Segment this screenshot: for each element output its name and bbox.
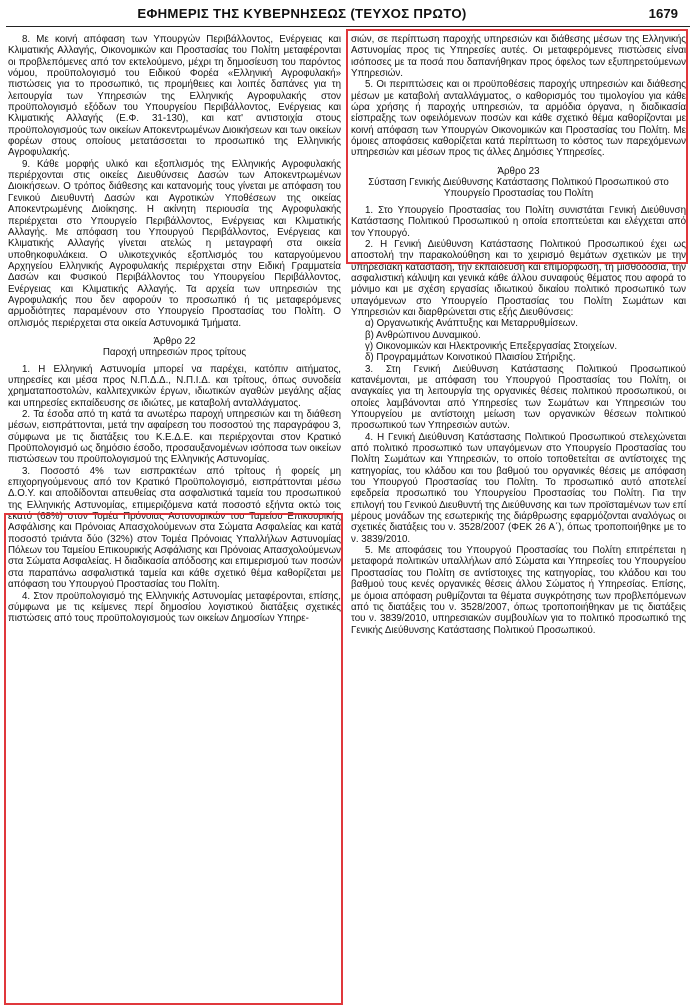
page-header bbox=[0, 4, 696, 26]
article-22-paragraph-1: 1. Η Ελληνική Αστυνομία μπορεί να παρέχει, κατόπιν αιτήματος, υπηρεσίες και μέσα προς Ν.Π.Δ.Δ., Ν.Π.Ι.Δ. και τρίτους, όπως συνοδεία χρηματαποστολών, καλλιτεχνικών έργων, ιδιωτικών αγαθών μεγάλης αξίας και υπηρεσίες εκπαίδευσης σε ιδιώτες, με καταβολή ανταλλάγματος. bbox=[8, 363, 341, 409]
article-23-item-b: β) Ανθρώπινου Δυναμικού. bbox=[365, 329, 481, 341]
paragraph-9: 9. Κάθε μορφής υλικό και εξοπλισμός της Ελληνικής Αγροφυλακής περιέρχονται στις οικείες Διευθύνσεις Δασών των Αποκεντρωμένων Διοικήσεων. Ο τρόπος διάθεσης και κατανομής τους γίνεται με απόφαση του Γενικού Διευθυντή Δασών και Αγροτικών Υποθέσεων της οικείας Αποκεντρωμένης Διοίκησης. Η ακίνητη περιουσία της Αγροφυλακής περιέρχεται στο Υπουργείο Περιβάλλοντος, Ενέργειας και Κλιματικής Αλλαγής. Με απόφαση του Υπουργού Περιβάλλοντος, Ενέργειας και Κλιματικής Αλλαγής γίνεται ατελώς η μεταγραφή στα οικεία υποθηκοφυλάκεια. Ο υλικοτεχνικός εξοπλισμός του καταργούμενου Αρχηγείου Ελληνικής Αγροφυλακής περιέρχεται στην Ειδική Γραμματεία Δασών και Φυσικού Περιβάλλοντος του Υπουργείου Περιβάλλοντος, Ενέργειας και Κλιματικής Αλλαγής. Τα αρχεία των υπηρεσιών της Αγροφυλακής που δεν αφορούν το προσωπικό ή τις μεταφερόμενες αρμοδιότητες παραμένουν στο Υπουργείο Προστασίας του Πολίτη. Ο οπλισμός περιέρχεται στα οικεία Αστυνομικά Τμήματα. bbox=[8, 158, 341, 329]
article-23-title: Άρθρο 23 bbox=[497, 165, 540, 177]
article-22-paragraph-4: 4. Στον προϋπολογισμό της Ελληνικής Αστυνομίας μεταφέρονται, επίσης, σύμφωνα με τις κείμενες περί δημοσίου λογιστικού διατάξεις σχετικές πιστώσεις από τους προϋπολογισμούς των οικείων Δημοσίων Υπηρε- bbox=[8, 590, 341, 625]
left-column bbox=[8, 34, 341, 625]
article-23-item-c: γ) Οικονομικών και Ηλεκτρονικής Επεξεργασίας Στοιχείων. bbox=[365, 340, 618, 352]
header-divider bbox=[6, 26, 690, 27]
article-23-paragraph-1: 1. Στο Υπουργείο Προστασίας του Πολίτη συνιστάται Γενική Διεύθυνση Κατάστασης Πολιτικού Προσωπικού η οποία εποπτεύεται και ελέγχεται από τον Υπουργό. bbox=[351, 204, 686, 239]
article-23-paragraph-5: 5. Με αποφάσεις του Υπουργού Προστασίας του Πολίτη επιτρέπεται η μεταφορά πολιτικών υπαλλήλων από Σώματα και Υπηρεσίες του Υπουργείου Προστασίας του Πολίτη σε αντίστοιχες της κατηγορίας, του κλάδου και του βαθμού τους κενές οργανικές θέσεις άλλου Σώματος ή Υπηρεσίας. Επίσης, με όμοια απόφαση ρυθμίζονται τα θέματα συγκρότησης των προβλεπόμενων από τις διατάξεις του ν. 3528/2007, όπως τροποποιήθηκαν με τις διατάξεις του ν. 3839/2010, υπηρεσιακών συμβουλίων για το πολιτικό προσωπικό της Γενικής Διεύθυνσης Κατάστασης Πολιτικού Προσωπικού. bbox=[351, 545, 686, 636]
right-column bbox=[351, 34, 686, 636]
gazette-title: ΕΦΗΜΕΡΙΣ ΤΗΣ ΚΥΒΕΡΝΗΣΕΩΣ (ΤΕΥΧΟΣ ΠΡΩΤΟ) bbox=[137, 6, 467, 21]
article-22-title: Άρθρο 22 bbox=[153, 335, 196, 347]
article-23-paragraph-3: 3. Στη Γενική Διεύθυνση Κατάστασης Πολιτικού Προσωπικού κατανέμονται, με απόφαση του Υπουργού Προστασίας του Πολίτη, οι αναγκαίες για τη λειτουργία της οργανικές θέσεις πολιτικού προσωπικού, οι οποίες λαμβάνονται από Υπηρεσίες των Σωμάτων και Υπηρεσιών του Υπουργείου με αντίστοιχη μείωση των οργανικών θέσεων πολιτικού προσωπικού των Υπηρεσιών αυτών. bbox=[351, 363, 686, 432]
article-23-item-d: δ) Προγραμμάτων Κοινοτικού Πλαισίου Στήριξης. bbox=[365, 352, 576, 364]
article-22-subtitle: Παροχή υπηρεσιών προς τρίτους bbox=[102, 347, 247, 359]
article-23-paragraph-4: 4. Η Γενική Διεύθυνση Κατάστασης Πολιτικού Προσωπικού στελεχώνεται από πολιτικό προσωπικό των υπαγόμενων στο Υπουργείο Προστασίας του Πολίτη Σωμάτων και Υπηρεσιών, το οποίο τοποθετείται σε αντίστοιχες της κατηγορίας, του κλάδου και του βαθμού του οργανικές θέσεις με απόφαση του Υπουργού Προστασίας του Πολίτη. Το προσωπικό αυτό αποτελεί εφεδρεία προσωπικό του Υπουργείου Προστασίας του Πολίτη. Για την επιλογή του Γενικού Διευθυντή της Διεύθυνσης και των προϊσταμένων των επί μέρους μονάδων της εσωτερικής της διάρθρωσης εφαρμόζονται αναλόγως οι σχετικές διατάξεις του ν. 3528/2007 (ΦΕΚ 26 Α΄), όπως τροποποιήθηκε με το ν. 3839/2010. bbox=[351, 431, 686, 545]
article-22-continuation: σιών, σε περίπτωση παροχής υπηρεσιών και διάθεσης μέσων της Ελληνικής Αστυνομίας προς τις Υπηρεσίες αυτές. Οι μεταφερόμενες πιστώσεις είναι ισόποσες με τα ποσά που δαπανήθηκαν προς όφελος των εξυπηρετούμενων Υπηρεσιών. bbox=[351, 34, 686, 80]
article-22-paragraph-3: 3. Ποσοστό 4% των εισπρακτέων από τρίτους ή φορείς μη επιχορηγούμενους από τον Κρατικό Προϋπολογισμό, εισπράττονται μέσω Δ.Ο.Υ. και αποδίδονται απευθείας στα ασφαλιστικά ταμεία του προσωπικού της Ελληνικής Αστυνομίας, επιμεριζόμενα κατά ποσοστό εξήντα οκτώ τοις εκατό (68%) στον Τομέα Πρόνοιας Αστυνομικών του Ταμείου Επικουρικής Ασφάλισης και Πρόνοιας Απασχολούμενων στα Σώματα Ασφαλείας και κατά ποσοστό τριάντα δύο (32%) στον Τομέα Πρόνοιας Υπαλλήλων Αστυνομίας Πόλεων του Ταμείου Επικουρικής Ασφάλισης και Πρόνοιας Απασχολούμενων στα Σώματα Ασφαλείας. Η διαδικασία απόδοσης και επιμερισμού των ποσών στα παραπάνω ασφαλιστικά ταμεία και κάθε σχετικό θέμα καθορίζεται με απόφαση του Υπουργού Προστασίας του Πολίτη. bbox=[8, 465, 341, 591]
article-23-item-a: α) Οργανωτικής Ανάπτυξης και Μεταρρυθμίσεων. bbox=[365, 318, 578, 330]
article-22-paragraph-5: 5. Οι περιπτώσεις και οι προϋποθέσεις παροχής υπηρεσιών και διάθεσης μέσων με καταβολή ανταλλάγματος, ο καθορισμός του τιμολογίου για κάθε ώρα χρήσης ή παροχής υπηρεσιών, τα αρμόδια όργανα, η διαδικασία είσπραξης των οφειλόμενων ποσών και κάθε σχετικό θέμα καθορίζονται με κοινή απόφαση των Υπουργών Οικονομικών και Προστασίας του Πολίτη. Με όμοιες αποφάσεις καθορίζεται κατά περίπτωση το κόστος των παρεχόμενων υπηρεσιών και μέσων προς τις άλλες Δημόσιες Υπηρεσίες. bbox=[351, 79, 686, 159]
article-22-paragraph-2: 2. Τα έσοδα από τη κατά τα ανωτέρω παροχή υπηρεσιών και τη διάθεση μέσων, εισπράττονται, μετά την αφαίρεση του ποσοστού της παραγράφου 3, σύμφωνα με τις διατάξεις του Κ.Ε.Δ.Ε. και περιέρχονται στον Κρατικό Προϋπολογισμό ως δημόσιο έσοδο, προσαυξανομένων ισόποσα των οικείων πιστώσεων του προϋπολογισμού της Ελληνικής Αστυνομίας. bbox=[8, 409, 341, 466]
article-23-paragraph-2: 2. Η Γενική Διεύθυνση Κατάστασης Πολιτικού Προσωπικού έχει ως αποστολή την παρακολούθηση και το χειρισμό θεμάτων σχετικών με την υπηρεσιακή κατάσταση, την εκπαίδευση και επιμόρφωση, τη μισθοδοσία, την ασφαλιστική κάλυψη και γενικά κάθε άλλου συναφούς θέματος που αφορά το μόνιμο και με σχέση εργασίας ιδιωτικού δικαίου πολιτικό προσωπικό των υπαγόμενων στο Υπουργείο Προστασίας του Πολίτη Σωμάτων και Υπηρεσιών και διαρθρώνεται στις εξής Διευθύνσεις: bbox=[351, 238, 686, 318]
paragraph-8: 8. Με κοινή απόφαση των Υπουργών Περιβάλλοντος, Ενέργειας και Κλιματικής Αλλαγής, Οικονομικών και Προστασίας του Πολίτη μεταφέρονται οι προβλεπόμενες από τον εκτελούμενο, μέχρι τη δημοσίευση του παρόντος νόμου, προϋπολογισμό του Ειδικού Φορέα «Ελληνική Αγροφυλακή» πιστώσεις για το προσωπικό, τις προμήθειες και λοιπές δαπάνες για τη λειτουργία των Υπηρεσιών της Ελληνικής Αγροφυλακής στον προϋπολογισμό εξόδων του Υπουργείου Περιβάλλοντος, Ενέργειας και Κλιματικής Αλλαγής (Ε.Φ. 31-130), και κατ' αντιστοιχία στους προϋπολογισμούς των οικείων Αποκεντρωμένων Διοικήσεων και των οικείων φορέων στους οποίους μετατάσσεται το προσωπικό της Ελληνικής Αγροφυλακής. bbox=[8, 34, 341, 159]
article-23-subtitle: Σύσταση Γενικής Διεύθυνσης Κατάστασης Πολιτικού Προσωπικού στο Υπουργείο Προστασίας του Πολίτη bbox=[368, 177, 669, 200]
page-number: 1679 bbox=[648, 6, 678, 21]
